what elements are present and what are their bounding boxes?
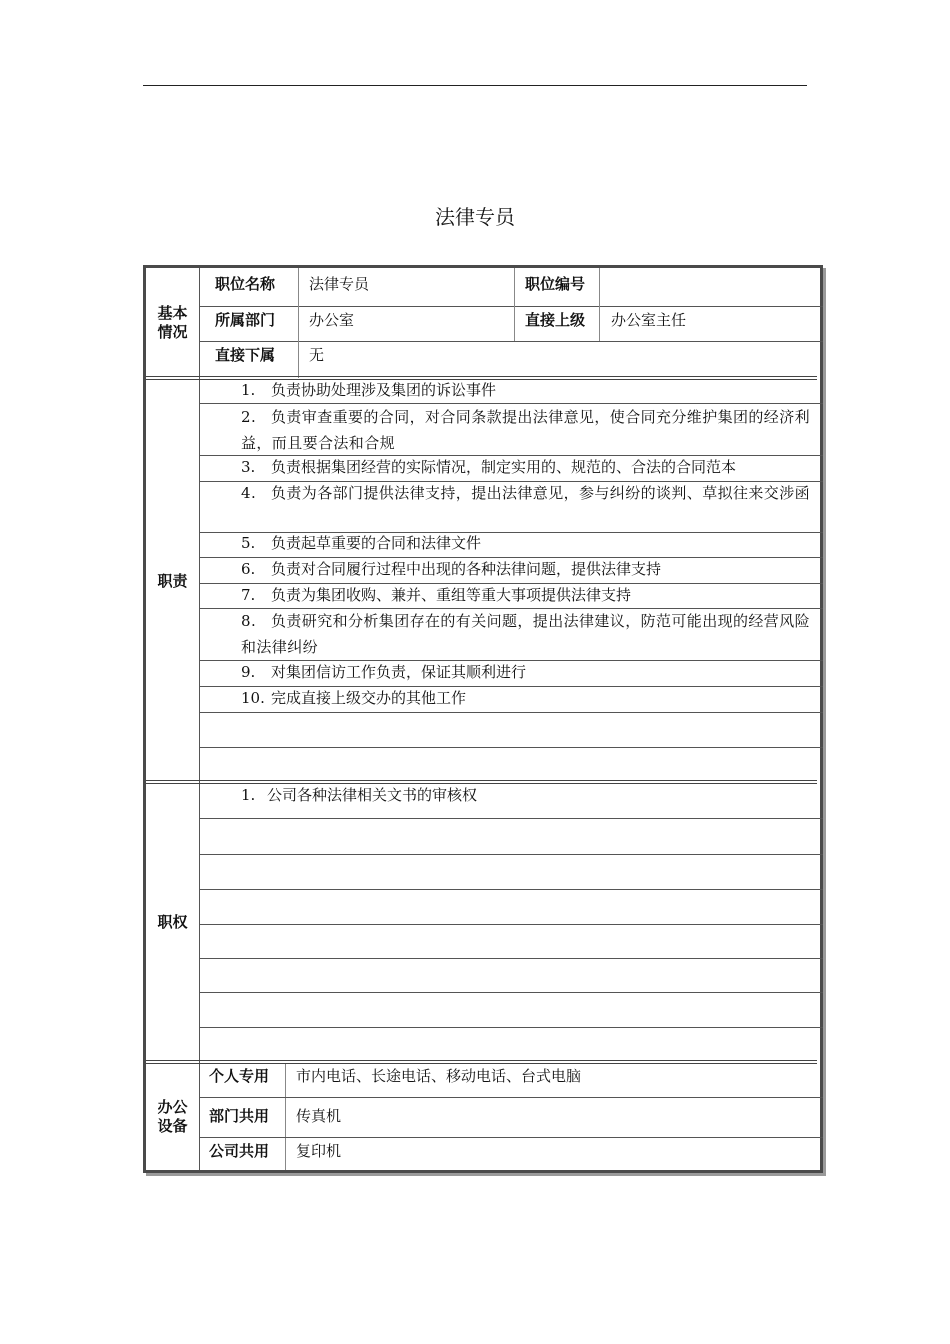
row-divider <box>199 712 823 713</box>
section-label-basic <box>146 268 199 378</box>
duty-number: 9. <box>241 663 256 681</box>
section-label-duties-text: 职责 <box>157 571 188 590</box>
authority-text: 公司各种法律相关文书的审核权 <box>267 786 478 804</box>
section-label-equipment-text: 办公设备 <box>157 1098 188 1135</box>
duty-text: 负责起草重要的合同和法律文件 <box>271 534 482 552</box>
duty-number: 7. <box>241 586 256 604</box>
duty-text: 对集团信访工作负责，保证其顺利进行 <box>271 663 527 681</box>
document-title: 法律专员 <box>435 205 515 229</box>
duty-item <box>241 685 821 711</box>
department-equipment-label: 部门共用 <box>209 1107 270 1125</box>
superior-value: 办公室主任 <box>611 311 687 329</box>
duty-item <box>241 659 821 685</box>
row-divider <box>199 818 823 819</box>
row-divider <box>199 341 823 342</box>
duty-item <box>241 404 821 456</box>
duty-item <box>241 454 821 480</box>
duty-text: 负责审查重要的合同，对合同条款提出法律意见，使合同充分维护集团的经济利益，而且要合法和合规 <box>241 408 811 452</box>
duty-number: 1. <box>241 381 256 399</box>
section-label-authority <box>146 784 199 1060</box>
duty-item <box>241 556 821 582</box>
row-divider <box>199 306 823 307</box>
row-divider <box>199 889 823 890</box>
row-divider <box>199 958 823 959</box>
duty-number: 8. <box>241 612 257 630</box>
personal-equipment-label: 个人专用 <box>209 1067 270 1085</box>
section-label-equipment <box>146 1064 199 1170</box>
duty-number: 5. <box>241 534 256 552</box>
cell-divider <box>298 341 299 378</box>
cell-divider <box>599 268 600 341</box>
duty-text: 负责研究和分析集团存在的有关问题，提出法律建议，防范可能出现的经营风险和法律纠纷 <box>241 612 811 656</box>
subordinate-label: 直接下属 <box>215 346 276 364</box>
duty-text: 负责根据集团经营的实际情况，制定实用的、规范的、合法的合同范本 <box>271 458 737 476</box>
header-rule <box>143 85 807 86</box>
row-divider <box>199 1097 823 1098</box>
section-label-duties <box>146 380 199 782</box>
duty-number: 2. <box>241 408 257 426</box>
duty-number: 4. <box>241 484 257 502</box>
row-divider <box>199 1027 823 1028</box>
duty-number: 3. <box>241 458 256 476</box>
duty-text: 负责为集团收购、兼并、重组等重大事项提供法律支持 <box>271 586 632 604</box>
section-label-basic-text: 基本情况 <box>157 304 188 341</box>
row-divider <box>199 924 823 925</box>
authority-item <box>241 782 821 808</box>
department-equipment-value: 传真机 <box>296 1107 342 1125</box>
duty-item <box>241 530 821 556</box>
personal-equipment-value: 市内电话、长途电话、移动电话、台式电脑 <box>296 1067 582 1085</box>
company-equipment-value: 复印机 <box>296 1142 342 1160</box>
department-value: 办公室 <box>309 311 355 329</box>
section-divider <box>146 1060 817 1064</box>
duty-number: 10. <box>241 689 265 707</box>
authority-number: 1. <box>241 786 256 804</box>
duty-item <box>241 377 821 403</box>
cell-divider <box>298 268 299 341</box>
position-name-value: 法律专员 <box>309 275 370 293</box>
subordinate-value: 无 <box>309 346 325 364</box>
row-divider <box>199 747 823 748</box>
frame-shadow <box>146 1173 826 1176</box>
row-divider <box>199 1137 823 1138</box>
position-name-label: 职位名称 <box>215 275 276 293</box>
duty-text: 完成直接上级交办的其他工作 <box>271 689 467 707</box>
duty-item <box>241 480 821 506</box>
duty-item <box>241 582 821 608</box>
company-equipment-label: 公司共用 <box>209 1142 270 1160</box>
department-label: 所属部门 <box>215 311 276 329</box>
duty-text: 负责为各部门提供法律支持，提出法律意见，参与纠纷的谈判、草拟往来交涉函 <box>271 484 811 502</box>
superior-label: 直接上级 <box>525 311 586 329</box>
duty-number: 6. <box>241 560 256 578</box>
duty-text: 负责协助处理涉及集团的诉讼事件 <box>271 381 497 399</box>
row-divider <box>199 854 823 855</box>
duty-item <box>241 608 821 660</box>
cell-divider <box>514 268 515 341</box>
row-divider <box>199 992 823 993</box>
section-label-authority-text: 职权 <box>157 912 188 931</box>
duty-text: 负责对合同履行过程中出现的各种法律问题，提供法律支持 <box>271 560 662 578</box>
cell-divider <box>285 1064 286 1170</box>
job-description-form <box>143 265 829 1178</box>
position-no-label: 职位编号 <box>525 275 586 293</box>
frame-shadow <box>823 268 826 1176</box>
